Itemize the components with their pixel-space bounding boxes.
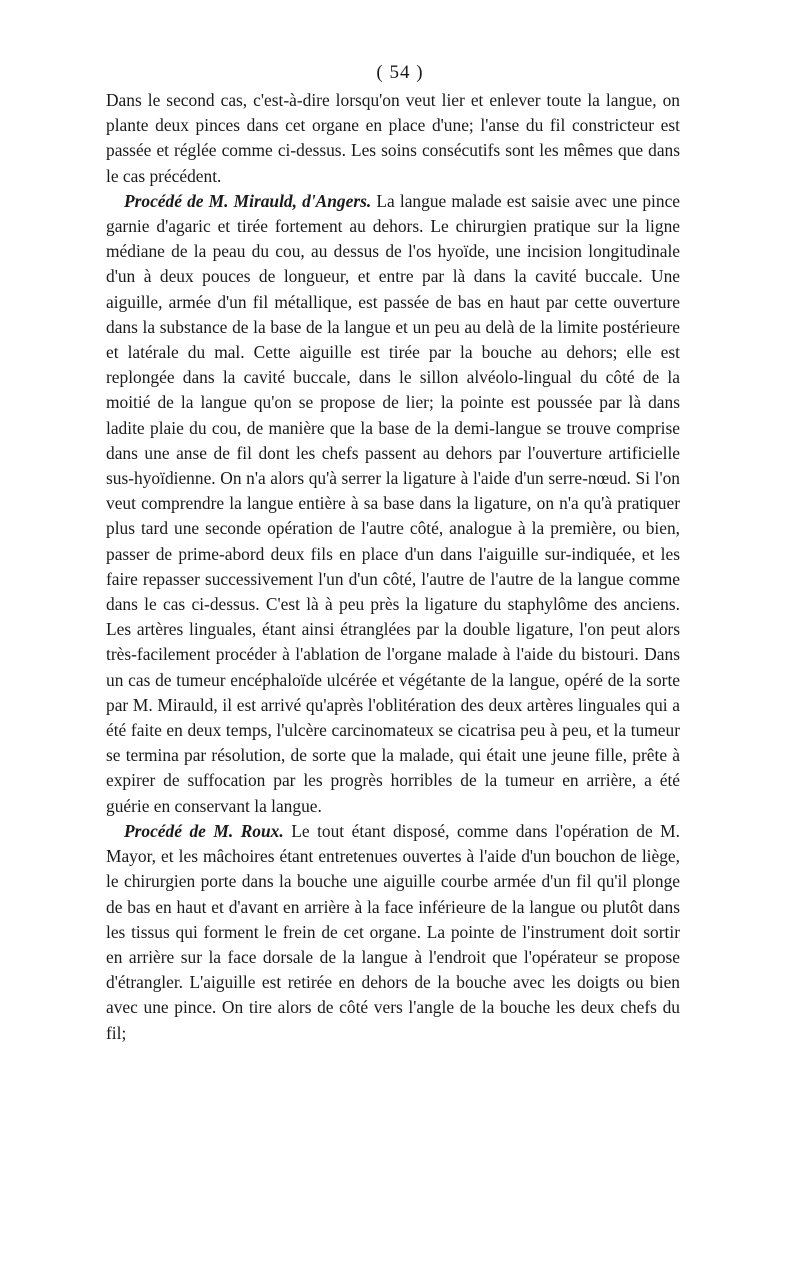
- body-text: [106, 88, 680, 1046]
- paragraph-roux: [106, 819, 680, 1046]
- paragraph-intro-text: Dans le second cas, c'est-à-dire lorsqu'on veut lier et enlever toute la langue, on plante deux pinces dans cet organe en place d'une; l'anse du fil constricteur est passée et réglée comme ci-dessus. Les soins consécutifs sont les mêmes que dans le cas précédent.: [106, 90, 680, 186]
- page-number: ( 54 ): [376, 62, 424, 83]
- heading-roux: Procédé de M. Roux.: [124, 820, 284, 841]
- paragraph-mirauld: [106, 189, 680, 819]
- paragraph-intro: [106, 88, 680, 189]
- paragraph-mirauld-text: La langue malade est saisie avec une pince garnie d'agaric et tirée fortement au dehors. Le chirurgien pratique sur la ligne médiane de la peau du cou, au dessus de l'os hyoïde, une incision longitudinale d'un à deux pouces de longueur, et entre par là dans la cavité buccale. Une aiguille, armée d'un fil métallique, est passée de bas en haut par cette ouverture dans la substance de la base de la langue et un peu au delà de la limite postérieure et latérale du mal. Cette aiguille est tirée par la bouche au dehors; elle est replongée dans la cavité buccale, dans le sillon alvéolo-lingual du côté de la moitié de la langue qu'on se propose de lier; la pointe est poussée par là dans ladite plaie du cou, de manière que la base de la demi-langue se trouve comprise dans une anse de fil dont les chefs passent au dehors par l'ouverture artificielle sus-hyoïdienne. On n'a alors qu'à serrer la ligature à l'aide d'un serre-nœud. Si l'on veut comprendre la langue entière à sa base dans la ligature, on n'a qu'à pratiquer plus tard une seconde opération de l'autre côté, analogue à la première, ou bien, passer de prime-abord deux fils en place d'un dans l'aiguille sur-indiquée, et les faire repasser successivement l'un d'un côté, l'autre de l'autre de la langue comme dans le cas ci-dessus. C'est là à peu près la ligature du staphylôme des anciens. Les artères linguales, étant ainsi étranglées par la double ligature, l'on peut alors très-facilement procéder à l'ablation de l'organe malade à l'aide du bistouri. Dans un cas de tumeur encéphaloïde ulcérée et végétante de la langue, opéré de la sorte par M. Mirauld, il est arrivé qu'après l'oblitération des deux artères linguales qui a été faite en deux temps, l'ulcère carcinomateux se cicatrisa peu à peu, et la tumeur se termina par résolution, de sorte que la malade, qui était une jeune fille, prête à expirer de suffocation par les progrès horribles de la tumeur en arrière, a été guérie en conservant la langue.: [106, 190, 681, 816]
- heading-mirauld: Procédé de M. Mirauld, d'Angers.: [124, 190, 372, 211]
- paragraph-roux-text: Le tout étant disposé, comme dans l'opération de M. Mayor, et les mâchoires étant entretenues ouvertes à l'aide d'un bouchon de liège, le chirurgien porte dans la bouche une aiguille courbe armée d'un fil qu'il plonge de bas en haut et d'avant en arrière à la face inférieure de la langue ou plutôt dans les tissus qui forment le frein de cet organe. La pointe de l'instrument doit sortir en arrière sur la face dorsale de la langue à l'endroit que l'opérateur se propose d'étrangler. L'aiguille est retirée en dehors de la bouche avec les doigts ou bien avec une pince. On tire alors de côté vers l'angle de la bouche les deux chefs du fil;: [106, 820, 680, 1043]
